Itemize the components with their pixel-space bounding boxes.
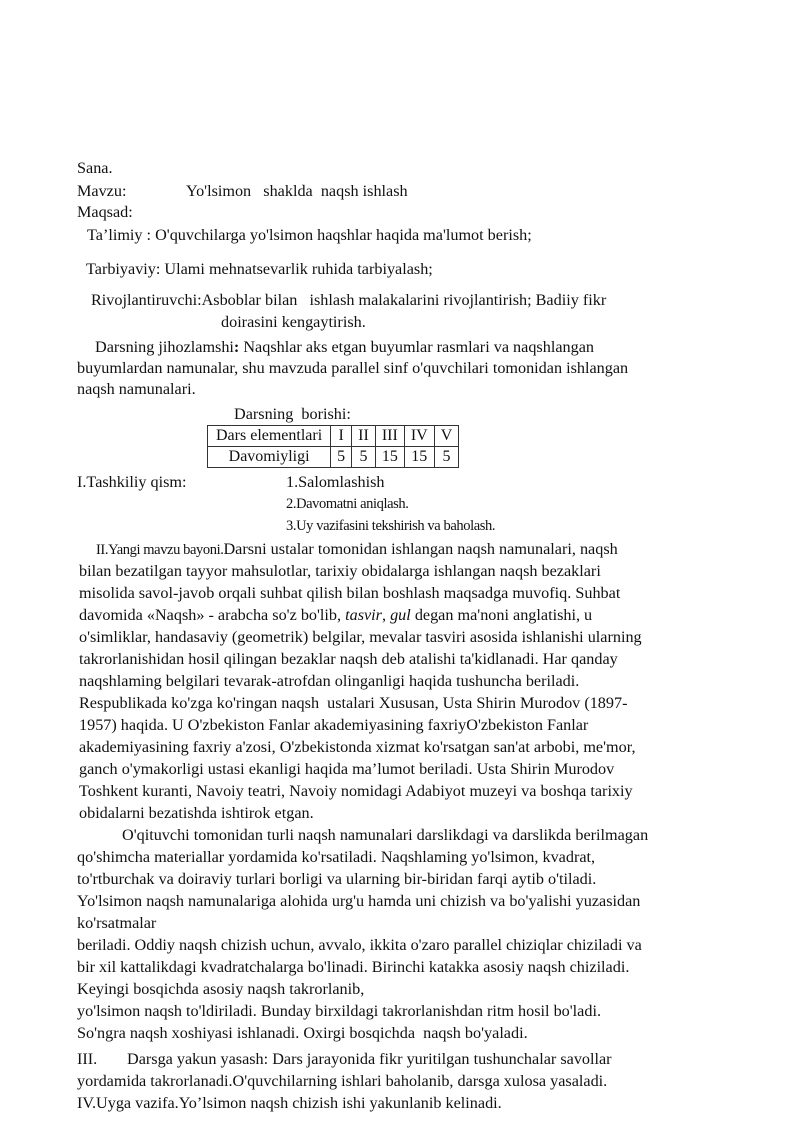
homework-line: IV.Uyga vazifa.Yo’lsimon naqsh chizish ishi yakunlanib kelinadi. xyxy=(77,1094,502,1112)
teacher-line-8: Keyingi bosqichda asosiy naqsh takrorlanib, xyxy=(77,980,365,998)
table-row xyxy=(208,447,459,468)
teacher-line-1: O'qituvchi tomonidan turli naqsh namunalari darslikdagi va darslikda berilmagan xyxy=(122,826,649,844)
teacher-line-7: bir xil kattalikdagi kvadratchalarga bo'linadi. Birinchi katakka asosiy naqsh chiziladi. xyxy=(77,958,630,976)
table-cell: 5 xyxy=(331,447,352,468)
new-topic-heading: II.Yangi mavzu bayoni. xyxy=(96,542,224,558)
text-span: davomida «Naqsh» - arabcha so'z bo'lib, xyxy=(79,606,346,624)
teacher-line-2: qo'shimcha materiallar yordamida ko'rsatiladi. Naqshlaming yo'lsimon, kvadrat, xyxy=(77,848,596,866)
new-topic-line-10: akademiyasining faxriy a'zosi, O'zbekistonda xizmat ko'rsatgan san'at arbobi, me'mor, xyxy=(79,738,636,756)
new-topic-line-1 xyxy=(96,540,618,559)
new-topic-line-7: naqshlaming belgilari tevarak-atrofdan olinganligi haqida tushuncha beriladi. xyxy=(79,672,580,690)
date-label: Sana. xyxy=(77,159,113,177)
organizational-item-2: 2.Davomatni aniqlash. xyxy=(286,496,409,512)
new-topic-line-4 xyxy=(79,606,592,625)
organizational-label: I.Tashkiliy qism: xyxy=(77,473,187,491)
new-topic-line-2: bilan bezatilgan tayyor mahsulotlar, tarixiy obidalarga ishlangan naqsh bezaklari xyxy=(79,562,601,580)
table-cell: 5 xyxy=(434,447,459,468)
new-topic-line-6: takrorlanishidan hosil qilingan bezaklar naqsh deb atalishi ta'kidlanadi. Har qanday xyxy=(79,650,618,668)
upbringing-goal: Tarbiyaviy: Ulami mehnatsevarlik ruhida tarbiyalash; xyxy=(86,260,433,278)
new-topic-line-5: o'simliklar, handasaviy (geometrik) belgilar, mevalar tasviri asosida ishlanishi ularning xyxy=(79,628,642,646)
table-cell: 5 xyxy=(352,447,376,468)
goal-label: Maqsad: xyxy=(77,203,133,221)
conclusion-label: III. xyxy=(77,1050,98,1068)
italic-term: gul xyxy=(390,606,411,624)
new-topic-line-9: 1957) haqida. U O'zbekiston Fanlar akademiyasining faxriyO'zbekiston Fanlar xyxy=(79,716,589,734)
table-cell: Davomiyligi xyxy=(208,447,331,468)
equipment-colon: : xyxy=(233,338,240,356)
teacher-line-4: Yo'lsimon naqsh namunalariga alohida urg'u hamda uni chizish va bo'yalishi yuzasidan xyxy=(77,892,641,910)
lesson-progress-title: Darsning borishi: xyxy=(234,405,351,423)
table-cell: III xyxy=(375,426,404,447)
equipment-line-3: naqsh namunalari. xyxy=(77,380,196,398)
table-cell: IV xyxy=(404,426,434,447)
table-cell: II xyxy=(352,426,376,447)
table-cell: 15 xyxy=(404,447,434,468)
equipment-line-2: buyumlardan namunalar, shu mavzuda parallel sinf o'quvchilari tomonidan ishlangan xyxy=(77,359,629,377)
organizational-item-1: 1.Salomlashish xyxy=(286,473,385,491)
italic-term: tasvir xyxy=(345,606,382,624)
developmental-goal-cont: doirasini kengaytirish. xyxy=(221,313,366,331)
equipment-text-1: Naqshlar aks etgan buyumlar rasmlari va naqshlangan xyxy=(239,338,594,356)
table-header-row xyxy=(208,426,459,447)
teacher-line-6: beriladi. Oddiy naqsh chizish uchun, avvalo, ikkita o'zaro parallel chiziqlar chiziladi va xyxy=(77,936,642,954)
developmental-goal: Rivojlantiruvchi:Asboblar bilan ishlash malakalarini rivojlantirish; Badiiy fikr xyxy=(91,291,607,309)
topic-label: Mavzu: xyxy=(77,182,127,200)
new-topic-line-8: Respublikada ko'zga ko'ringan naqsh ustalari Xususan, Usta Shirin Murodov (1897- xyxy=(79,694,628,712)
new-topic-line-11: ganch o'ymakorligi ustasi ekanligi haqida ma’lumot beriladi. Usta Shirin Murodov xyxy=(79,760,615,778)
new-topic-text: Darsni ustalar tomonidan ishlangan naqsh namunalari, naqsh xyxy=(223,540,618,558)
teacher-line-10: So'ngra naqsh xoshiyasi ishlanadi. Oxirgi bosqichda naqsh bo'yaladi. xyxy=(77,1024,528,1042)
table-cell: Dars elementlari xyxy=(208,426,331,447)
text-span: degan ma'noni anglatishi, u xyxy=(410,606,593,624)
conclusion-line-2: yordamida takrorlanadi.O'quvchilarning ishlari baholanib, darsga xulosa yasaladi. xyxy=(77,1072,608,1090)
educational-goal: Ta’limiy : O'quvchilarga yo'lsimon haqshlar haqida ma'lumot berish; xyxy=(87,226,532,244)
equipment-line-1 xyxy=(95,338,594,357)
conclusion-line-1: Darsga yakun yasash: Dars jarayonida fikr yuritilgan tushunchalar savollar xyxy=(127,1050,612,1068)
table-cell: V xyxy=(434,426,459,447)
teacher-line-3: to'rtburchak va doiraviy turlari borligi va ularning bir-biridan farqi aytib o'tiladi. xyxy=(77,870,597,888)
text-span: , xyxy=(381,606,391,624)
new-topic-line-13: obidalarni bezatishda ishtirok etgan. xyxy=(79,804,314,822)
new-topic-line-3: misolida savol-javob orqali suhbat qilish bilan boshlash maqsadga muvofiq. Suhbat xyxy=(79,584,621,602)
teacher-line-5: ko'rsatmalar xyxy=(77,914,157,932)
table-cell: I xyxy=(331,426,352,447)
topic-value: Yo'lsimon shaklda naqsh ishlash xyxy=(186,182,408,200)
teacher-line-9: yo'lsimon naqsh to'ldiriladi. Bunday birxildagi takrorlanishdan ritm hosil bo'ladi. xyxy=(77,1002,601,1020)
organizational-item-3: 3.Uy vazifasini tekshirish va baholash. xyxy=(286,518,496,534)
new-topic-line-12: Toshkent kuranti, Navoiy teatri, Navoiy nomidagi Adabiyot muzeyi va boshqa tarixiy xyxy=(79,782,633,800)
table-cell: 15 xyxy=(375,447,404,468)
equipment-label: Darsning jihozlamshi xyxy=(95,338,234,356)
lesson-progress-table xyxy=(207,425,459,468)
